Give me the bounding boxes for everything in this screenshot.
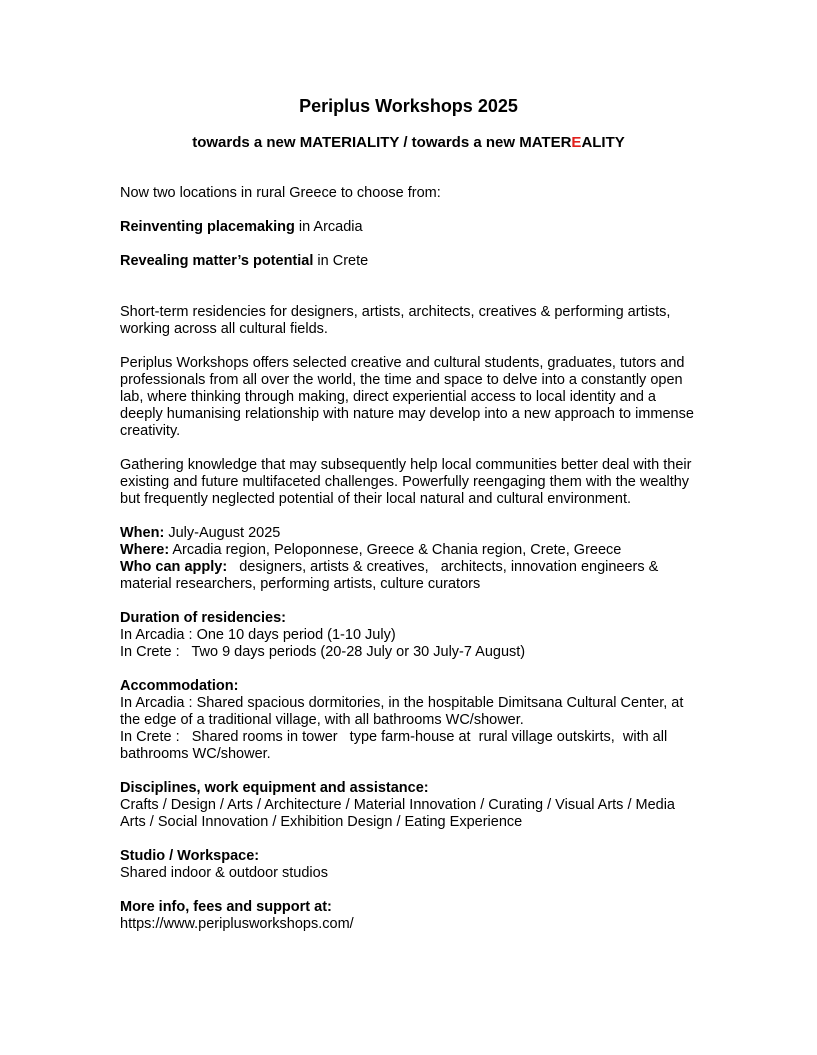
- accommodation-line: In Crete : Shared rooms in tower type farm-house at rural village outskirts, with all: [120, 729, 668, 745]
- where-line: [120, 542, 710, 559]
- who-line: [120, 559, 710, 593]
- location-crete: [120, 253, 710, 270]
- where-label: Where:: [120, 542, 170, 558]
- location-crete-title: Revealing matter’s potential: [120, 253, 314, 269]
- offers-line: deeply humanising relationship with nature may develop into a new approach to immense: [120, 406, 694, 422]
- more-info-heading: More info, fees and support at:: [120, 899, 332, 915]
- location-crete-place: in Crete: [313, 253, 369, 269]
- accommodation-line: bathrooms WC/shower.: [120, 746, 271, 762]
- offers-line: lab, where thinking through making, direct experiential access to local identity and a: [120, 389, 656, 405]
- accommodation-line: the edge of a traditional village, with all bathrooms WC/shower.: [120, 712, 524, 728]
- studio-text: Shared indoor & outdoor studios: [120, 865, 328, 881]
- who-label: Who can apply:: [120, 559, 228, 575]
- gathering-line: but frequently neglected potential of their local natural and cultural environment.: [120, 491, 632, 507]
- intro-text: Now two locations in rural Greece to choose from:: [120, 185, 441, 201]
- who-value-line2: material researchers, performing artists, culture curators: [120, 576, 481, 592]
- studio-heading: Studio / Workspace:: [120, 848, 260, 864]
- subtitle-part1: towards a new MATERIALITY / towards a new MATER: [192, 134, 572, 151]
- when-line: [120, 525, 710, 542]
- location-arcadia-place: in Arcadia: [294, 219, 363, 235]
- residencies-line: working across all cultural fields.: [120, 321, 328, 337]
- subtitle: [0, 134, 817, 151]
- duration-heading: Duration of residencies:: [120, 610, 286, 626]
- where-value: Arcadia region, Peloponnese, Greece & Chania region, Crete, Greece: [169, 542, 622, 558]
- offers-line: Periplus Workshops offers selected creative and cultural students, graduates, tutors and: [120, 355, 685, 371]
- accommodation-line: In Arcadia : Shared spacious dormitories, in the hospitable Dimitsana Cultural Center, at: [120, 695, 684, 711]
- residencies-paragraph: [120, 304, 710, 338]
- gathering-line: existing and future multifaceted challenges. Powerfully reengaging them with the wealthy: [120, 474, 690, 490]
- when-label: When:: [120, 525, 165, 541]
- website-link[interactable]: https://www.periplusworkshops.com/: [120, 916, 354, 932]
- when-value: July-August 2025: [164, 525, 281, 541]
- subtitle-part2: ALITY: [581, 134, 625, 151]
- disciplines-line: Arts / Social Innovation / Exhibition Design / Eating Experience: [120, 814, 523, 830]
- document-body: [120, 185, 710, 933]
- residencies-line: Short-term residencies for designers, artists, architects, creatives & performing artists,: [120, 304, 671, 320]
- disciplines-heading: Disciplines, work equipment and assistance:: [120, 780, 429, 796]
- duration-arcadia: In Arcadia : One 10 days period (1-10 July): [120, 627, 396, 643]
- offers-line: professionals from all over the world, the time and space to delve into a constantly open: [120, 372, 683, 388]
- gathering-line: Gathering knowledge that may subsequently help local communities better deal with their: [120, 457, 692, 473]
- subtitle-highlight: E: [571, 134, 582, 151]
- gathering-paragraph: [120, 457, 710, 508]
- offers-line: creativity.: [120, 423, 181, 439]
- location-arcadia-title: Reinventing placemaking: [120, 219, 295, 235]
- accommodation-heading: Accommodation:: [120, 678, 239, 694]
- page-title: Periplus Workshops 2025: [299, 96, 518, 116]
- location-arcadia: [120, 219, 710, 236]
- disciplines-line: Crafts / Design / Arts / Architecture / Material Innovation / Curating / Visual Arts / Media: [120, 797, 676, 813]
- who-value: designers, artists & creatives, architects, innovation engineers &: [227, 559, 659, 575]
- duration-crete: In Crete : Two 9 days periods (20-28 July or 30 July-7 August): [120, 644, 526, 660]
- offers-paragraph: [120, 355, 710, 440]
